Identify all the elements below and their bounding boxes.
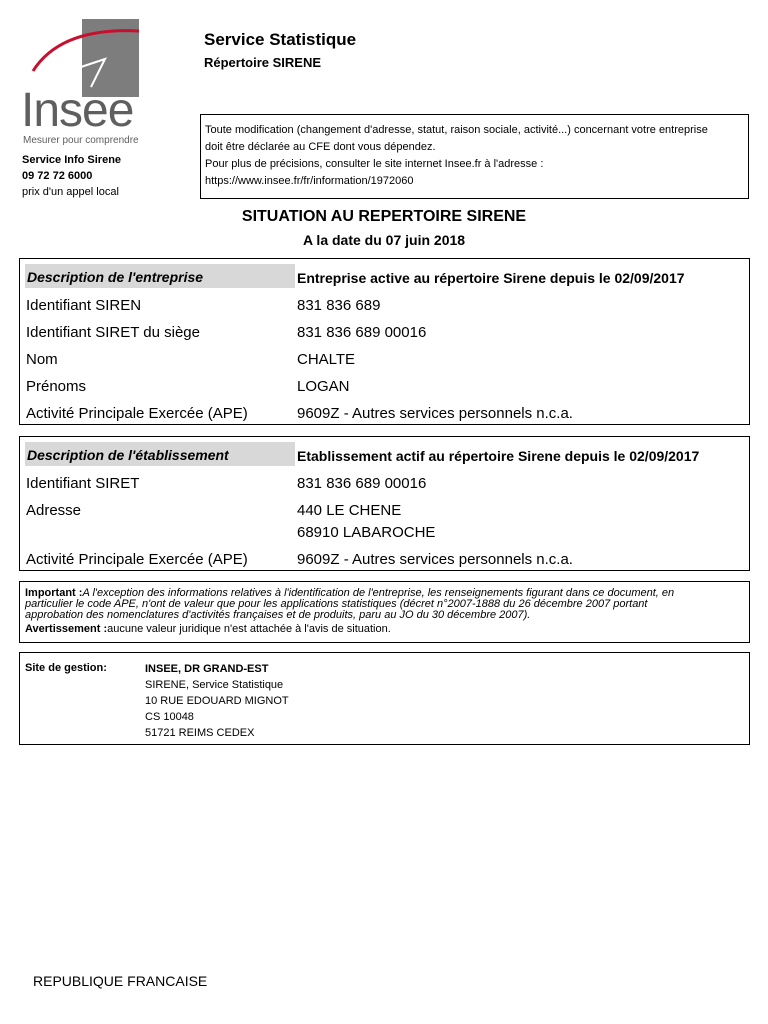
address-line: 68910 LABAROCHE bbox=[297, 524, 436, 541]
notice-box bbox=[200, 114, 749, 199]
page-subtitle: Répertoire SIRENE bbox=[204, 55, 322, 70]
etablissement-heading-text: Description de l'établissement bbox=[27, 447, 229, 463]
row-label: Identifiant SIREN bbox=[26, 297, 142, 314]
important-text: particulier le code APE, n'ont de valeur que pour les applications statistiques (décret n°2007-1888 du 26 décembre 2007 portant bbox=[25, 598, 648, 610]
entreprise-heading-text: Description de l'entreprise bbox=[27, 269, 204, 285]
etablissement-status: Etablissement actif au répertoire Sirene depuis le 02/09/2017 bbox=[297, 448, 700, 464]
important-label: Important : bbox=[25, 587, 83, 599]
row-label: Prénoms bbox=[26, 378, 87, 395]
service-info-phone: 09 72 72 6000 bbox=[22, 170, 93, 182]
row-value: 831 836 689 00016 bbox=[297, 324, 427, 341]
row-label: Nom bbox=[26, 351, 58, 368]
row-label: Activité Principale Exercée (APE) bbox=[26, 405, 248, 422]
logo-word: Insee bbox=[21, 84, 134, 137]
address-line: 440 LE CHENE bbox=[297, 502, 402, 519]
row-value: 9609Z - Autres services personnels n.c.a. bbox=[297, 405, 573, 422]
entreprise-section bbox=[19, 258, 750, 425]
situation-date: A la date du 07 juin 2018 bbox=[302, 232, 466, 248]
gestion-line: 51721 REIMS CEDEX bbox=[145, 727, 255, 739]
notice-url: https://www.insee.fr/fr/information/1972060 bbox=[205, 175, 414, 187]
warning-label: Avertissement : bbox=[25, 623, 108, 635]
service-info-label: Service Info Sirene bbox=[22, 154, 122, 166]
page-title: Service Statistique bbox=[204, 30, 357, 49]
row-label: Identifiant SIRET du siège bbox=[26, 324, 200, 341]
important-box bbox=[19, 581, 750, 643]
entreprise-status: Entreprise active au répertoire Sirene depuis le 02/09/2017 bbox=[297, 270, 685, 286]
notice-line: doit être déclarée au CFE dont vous dépendez. bbox=[205, 141, 436, 153]
important-text: approbation des nomenclatures d'activités françaises et de produits, paru au JO du 30 décembre 2007). bbox=[25, 609, 531, 621]
service-info bbox=[22, 152, 121, 200]
footer-republique: REPUBLIQUE FRANCAISE bbox=[33, 973, 208, 989]
row-value: LOGAN bbox=[297, 378, 350, 395]
row-label: Identifiant SIRET bbox=[26, 475, 140, 492]
etablissement-section bbox=[19, 436, 750, 571]
row-value: CHALTE bbox=[297, 351, 356, 368]
important-text: A l'exception des informations relatives à l'identification de l'entreprise, les renseignements figurant dans ce document, en bbox=[82, 587, 675, 599]
gestion-address bbox=[145, 661, 289, 741]
situation-title: SITUATION AU REPERTOIRE SIRENE bbox=[241, 208, 527, 225]
service-info-note: prix d'un appel local bbox=[22, 186, 119, 198]
notice-line: Pour plus de précisions, consulter le site internet Insee.fr à l'adresse : bbox=[205, 158, 544, 170]
warning-text: aucune valeur juridique n'est attachée à l'avis de situation. bbox=[107, 623, 391, 635]
entreprise-heading bbox=[25, 264, 295, 288]
row-value: 831 836 689 00016 bbox=[297, 475, 427, 492]
logo-tagline: Mesurer pour comprendre bbox=[23, 135, 139, 146]
row-value: 831 836 689 bbox=[297, 297, 381, 314]
etablissement-heading bbox=[25, 442, 295, 466]
gestion-line: INSEE, DR GRAND-EST bbox=[145, 663, 269, 675]
row-value: 9609Z - Autres services personnels n.c.a. bbox=[297, 551, 573, 568]
row-label: Activité Principale Exercée (APE) bbox=[26, 551, 248, 568]
row-label: Adresse bbox=[26, 502, 82, 519]
gestion-box bbox=[19, 652, 750, 745]
gestion-label: Site de gestion: bbox=[25, 662, 107, 674]
notice-line: Toute modification (changement d'adresse, statut, raison sociale, activité...) concernant votre entreprise bbox=[205, 124, 708, 136]
gestion-line: 10 RUE EDOUARD MIGNOT bbox=[145, 695, 289, 707]
gestion-line: CS 10048 bbox=[145, 711, 194, 723]
insee-logo bbox=[21, 19, 139, 147]
gestion-line: SIRENE, Service Statistique bbox=[145, 679, 284, 691]
